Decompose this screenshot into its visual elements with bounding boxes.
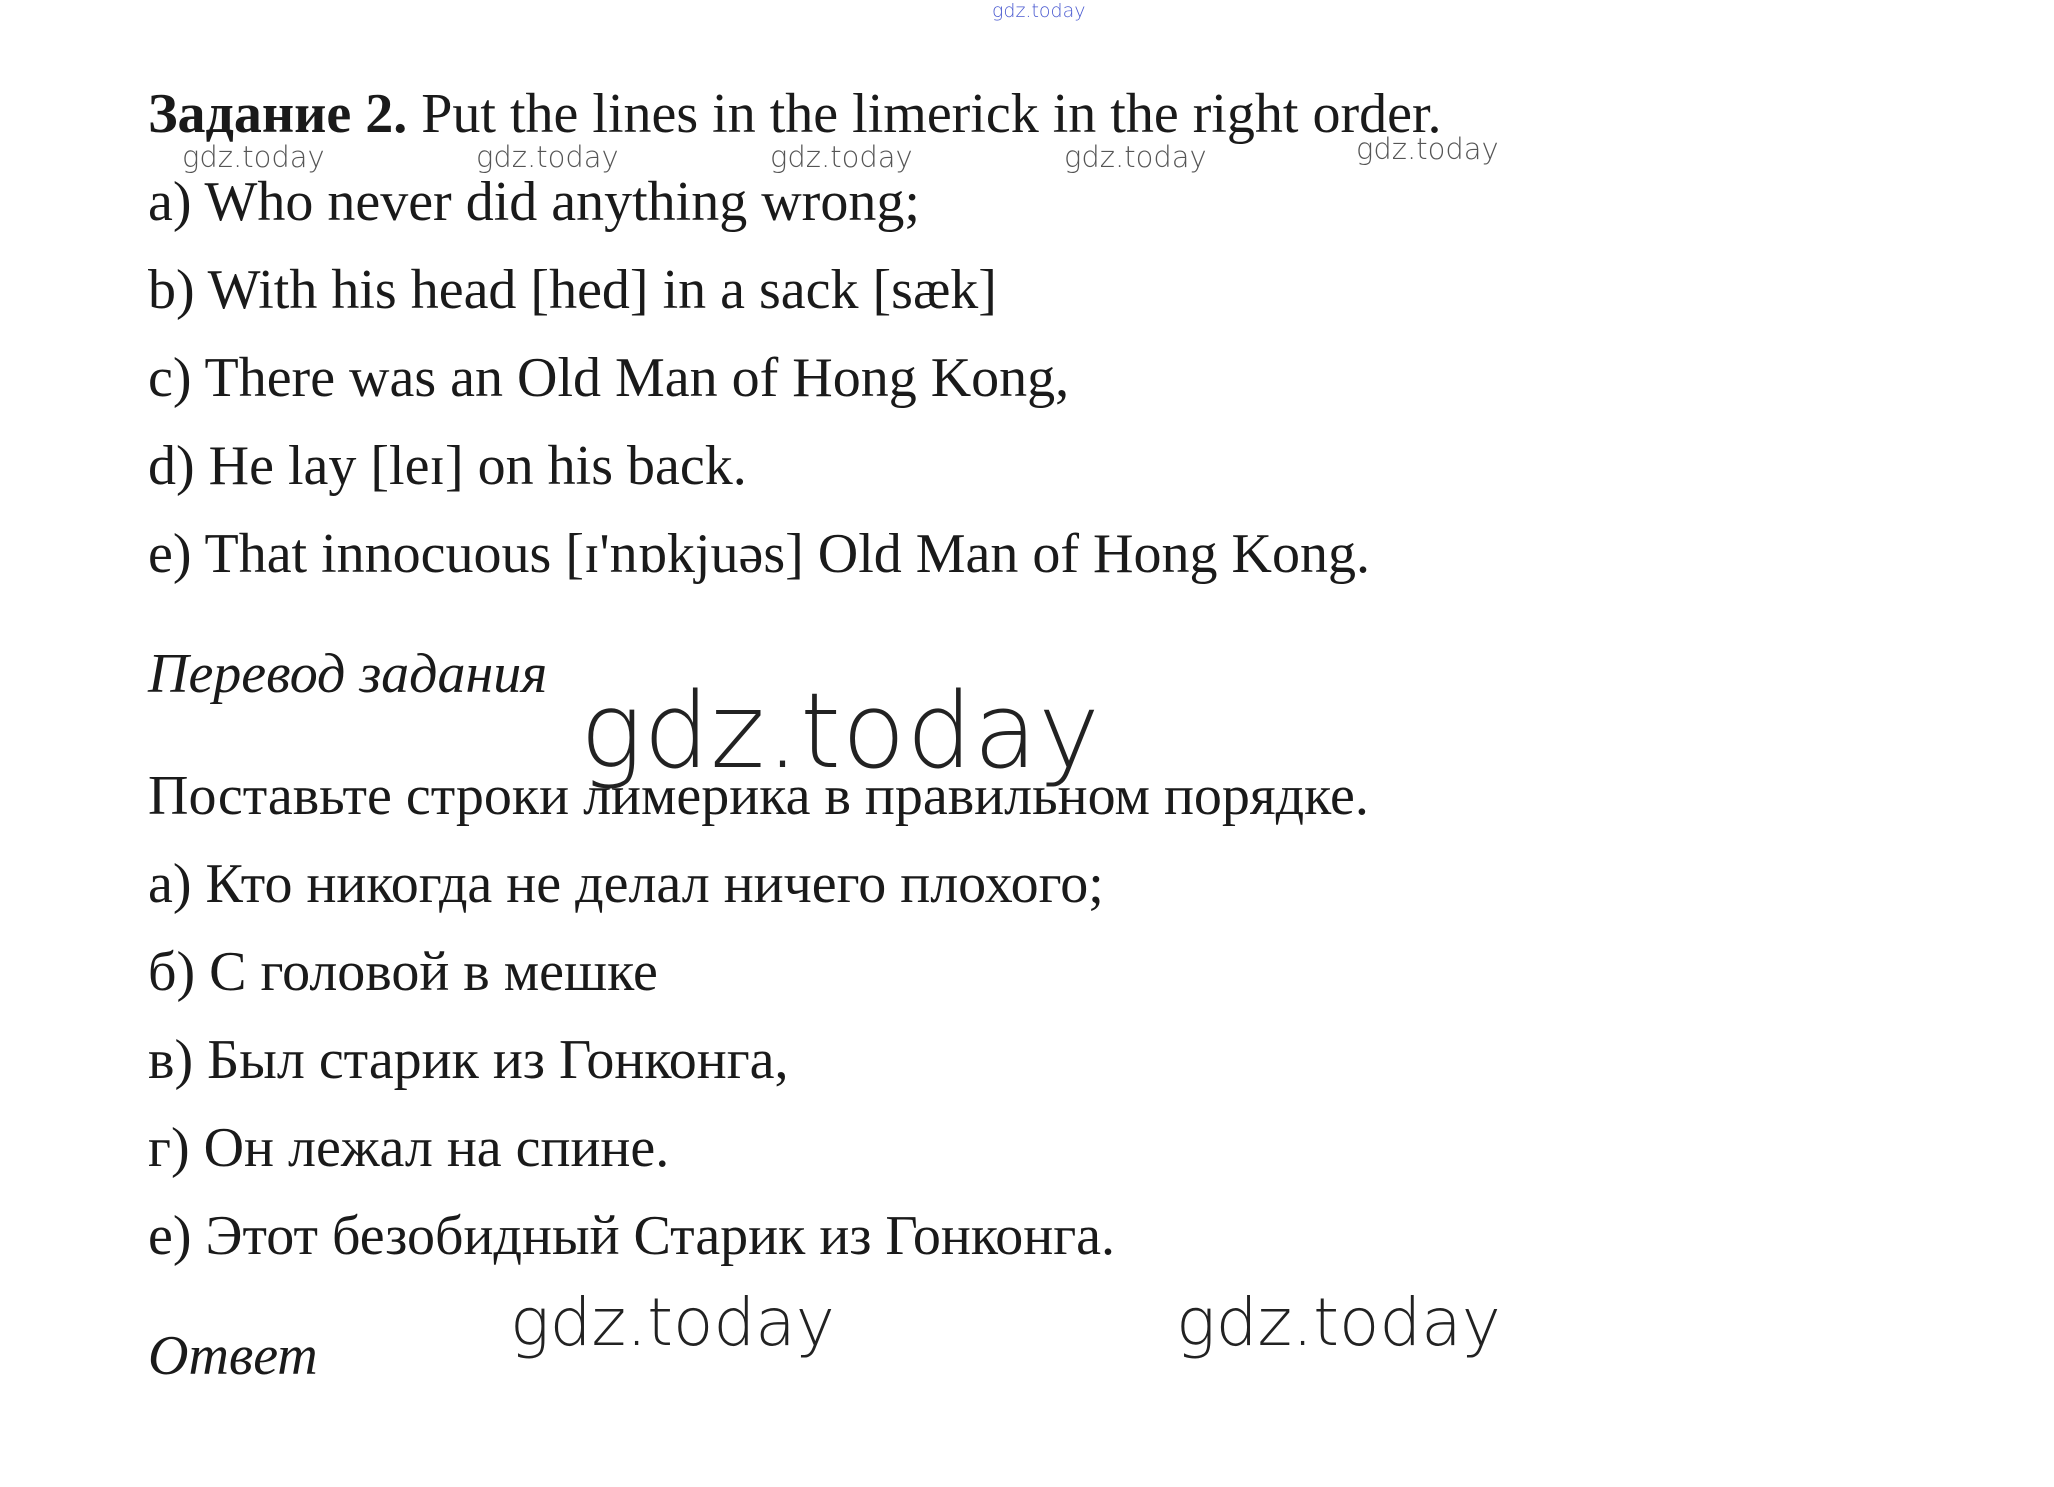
watermark-row-4: gdz.today [1064,140,1207,174]
translation-instruction: Поставьте строки лимерика в правильном порядке. [148,765,1369,827]
english-line-b: b) With his head [hed] in a sack [sæk] [148,259,997,321]
watermark-bottom-2: gdz.today [1176,1284,1501,1361]
english-line-c: c) There was an Old Man of Hong Kong, [148,347,1070,409]
watermark-top: gdz.today [992,0,1086,22]
watermark-row-2: gdz.today [476,140,619,174]
russian-line-e: е) Этот безобидный Старик из Гонконга. [148,1205,1116,1267]
english-line-d: d) He lay [leɪ] on his back. [148,435,747,497]
watermark-large: gdz.today [580,670,1101,792]
watermark-row-1: gdz.today [182,140,325,174]
watermark-row-5: gdz.today [1356,132,1499,166]
english-line-a: a) Who never did anything wrong; [148,171,920,233]
watermark-row-3: gdz.today [770,140,913,174]
russian-line-g: г) Он лежал на спине. [148,1117,670,1179]
russian-line-a: а) Кто никогда не делал ничего плохого; [148,853,1104,915]
russian-line-v: в) Был старик из Гонконга, [148,1029,789,1091]
task-header [148,82,1442,146]
task-instruction: Put the lines in the limerick in the right order. [407,83,1442,145]
russian-line-b: б) С головой в мешке [148,941,658,1003]
watermark-bottom-1: gdz.today [510,1284,835,1361]
task-label: Задание 2. [148,83,408,145]
english-line-e: e) That innocuous [ɪ'nɒkjuəs] Old Man of Hong Kong. [148,523,1370,585]
answer-heading: Ответ [148,1325,318,1387]
translation-heading: Перевод задания [148,643,548,705]
